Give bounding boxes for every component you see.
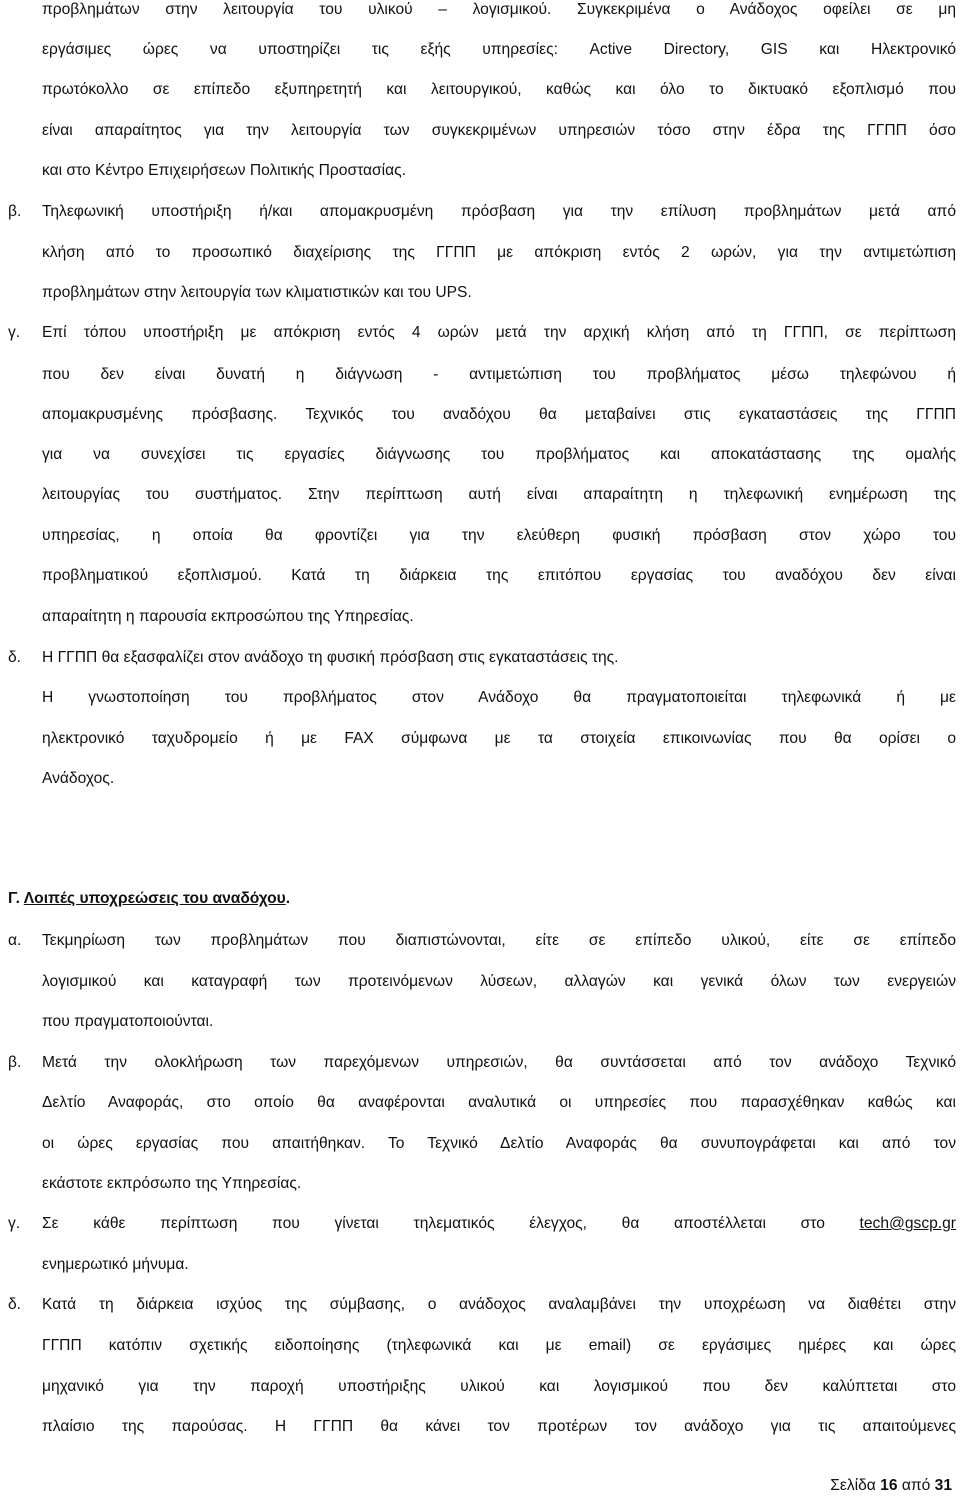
item-label-gamma: γ. (8, 324, 21, 341)
intro-line-4: είναι απαραίτητος για την λειτουργία των συγκεκριμένων υπηρεσιών τόσο στην έδρα της ΓΓΠΠ όσο (42, 122, 956, 139)
section-heading-letter: Γ. (8, 890, 20, 907)
item-gamma-line-1: Επί τόπου υποστήριξη με απόκριση εντός 4 ωρών μετά την αρχική κλήση από τη ΓΓΠΠ, σε περίπτωση (42, 324, 956, 341)
intro-line-3: πρωτόκολλο σε επίπεδο εξυπηρετητή και λειτουργικού, καθώς και όλο το δικτυακό εξοπλισμό που (42, 81, 956, 98)
item-delta-line-3: ηλεκτρονικό ταχυδρομείο ή με FAX σύμφωνα με τα στοιχεία επικοινωνίας που θα ορίσει ο (42, 730, 956, 747)
item-beta-line-3: προβλημάτων στην λειτουργία των κλιματιστικών και του UPS. (42, 284, 472, 301)
item-gamma-line-6: υπηρεσίας, η οποία θα φροντίζει για την ελεύθερη φυσική πρόσβαση στον χώρο του (42, 527, 956, 544)
intro-line-5: και στο Κέντρο Επιχειρήσεων Πολιτικής Προστασίας. (42, 162, 406, 179)
item-delta-2-line-2: ΓΓΠΠ κατόπιν σχετικής ειδοποίησης (τηλεφωνικά και με email) σε εργάσιμες ημέρες και ώρες (42, 1337, 956, 1354)
intro-line-2: εργάσιμες ώρες να υποστηρίζει τις εξής υπηρεσίες: Active Directory, GIS και Ηλεκτρονικό (42, 41, 956, 58)
item-gamma-line-4: για να συνεχίσει τις εργασίες διάγνωσης του προβλήματος και αποκατάστασης της ομαλής (42, 446, 956, 463)
item-gamma-line-5: λειτουργίας του συστήματος. Στην περίπτωση αυτή είναι απαραίτητη η τηλεφωνική ενημέρωση της (42, 486, 956, 503)
item-label-gamma-2: γ. (8, 1215, 21, 1232)
item-gamma-2-line-2: ενημερωτικό μήνυμα. (42, 1256, 189, 1273)
section-heading (8, 889, 290, 909)
item-delta-line-1: Η ΓΓΠΠ θα εξασφαλίζει στον ανάδοχο τη φυσική πρόσβαση στις εγκαταστάσεις της. (42, 649, 619, 666)
page-total: 31 (934, 1477, 952, 1494)
item-beta-2-line-2: Δελτίο Αναφοράς, στο οποίο θα αναφέρονται αναλυτικά οι υπηρεσίες που παρασχέθηκαν καθώς και (42, 1094, 956, 1111)
item-alpha-2-line-3: που πραγματοποιούνται. (42, 1013, 214, 1030)
item-label-beta-2: β. (8, 1054, 22, 1071)
item-gamma-2-line-1 (42, 1214, 956, 1234)
item-beta-2-line-4: εκάστοτε εκπρόσωπο της Υπηρεσίας. (42, 1175, 302, 1192)
email-link[interactable]: tech@gscp.gr (859, 1215, 956, 1232)
page-number (830, 1476, 952, 1496)
item-gamma-line-3: απομακρυσμένης πρόσβασης. Τεχνικός του αναδόχου θα μεταβαίνει στις εγκαταστάσεις της ΓΓΠΠ (42, 406, 956, 423)
item-delta-2-line-3: μηχανικό για την παροχή υποστήριξης υλικού και λογισμικού που δεν καλύπτεται στο (42, 1378, 956, 1395)
item-label-beta: β. (8, 203, 22, 220)
item-delta-line-4: Ανάδοχος. (42, 770, 115, 787)
intro-line-1: προβλημάτων στην λειτουργία του υλικού – λογισμικού. Συγκεκριμένα ο Ανάδοχος οφείλει σε μη (42, 1, 956, 18)
item-gamma-line-7: προβληματικού εξοπλισμού. Κατά τη διάρκεια της επιτόπου εργασίας του αναδόχου δεν είναι (42, 567, 956, 584)
item-beta-line-1: Τηλεφωνική υποστήριξη ή/και απομακρυσμένη πρόσβαση για την επίλυση προβλημάτων μετά από (42, 203, 956, 220)
item-beta-line-2: κλήση από το προσωπικό διαχείρισης της ΓΓΠΠ με απόκριση εντός 2 ωρών, για την αντιμετώπιση (42, 244, 956, 261)
item-delta-2-line-4: πλαίσιο της παρούσας. Η ΓΓΠΠ θα κάνει τον προτέρων τον ανάδοχο για τις απαιτούμενες (42, 1418, 956, 1435)
item-alpha-2-line-2: λογισμικού και καταγραφή των προτεινόμενων λύσεων, αλλαγών και γενικά όλων των ενεργειών (42, 973, 956, 990)
page-current: 16 (880, 1477, 898, 1494)
page-word: Σελίδα (830, 1477, 876, 1494)
item-gamma-line-2: που δεν είναι δυνατή η διάγνωση - αντιμετώπιση του προβλήματος μέσω τηλεφώνου ή (42, 366, 956, 383)
item-gamma-line-8: απαραίτητη η παρουσία εκπροσώπου της Υπηρεσίας. (42, 608, 414, 625)
section-heading-period: . (285, 890, 291, 907)
item-label-alpha-2: α. (8, 932, 22, 949)
item-delta-line-2: Η γνωστοποίηση του προβλήματος στον Ανάδοχο θα πραγματοποιείται τηλεφωνικά ή με (42, 689, 956, 706)
item-beta-2-line-1: Μετά την ολοκλήρωση των παρεχόμενων υπηρεσιών, θα συντάσσεται από τον ανάδοχο Τεχνικό (42, 1054, 956, 1071)
item-label-delta-2: δ. (8, 1296, 22, 1313)
item-gamma-2-text: Σε κάθε περίπτωση που γίνεται τηλεματικός έλεγχος, θα αποστέλλεται στο (42, 1215, 825, 1232)
page-of: από (901, 1477, 931, 1494)
item-beta-2-line-3: οι ώρες εργασίας που απαιτήθηκαν. Το Τεχνικό Δελτίο Αναφοράς θα συνυπογράφεται και από τον (42, 1135, 956, 1152)
item-label-delta: δ. (8, 649, 22, 666)
item-delta-2-line-1: Κατά τη διάρκεια ισχύος της σύμβασης, ο ανάδοχος αναλαμβάνει την υποχρέωση να διαθέτει στην (42, 1296, 956, 1313)
item-alpha-2-line-1: Τεκμηρίωση των προβλημάτων που διαπιστώνονται, είτε σε επίπεδο υλικού, είτε σε επίπεδο (42, 932, 956, 949)
section-heading-title: Λοιπές υποχρεώσεις του αναδόχου (23, 890, 286, 907)
